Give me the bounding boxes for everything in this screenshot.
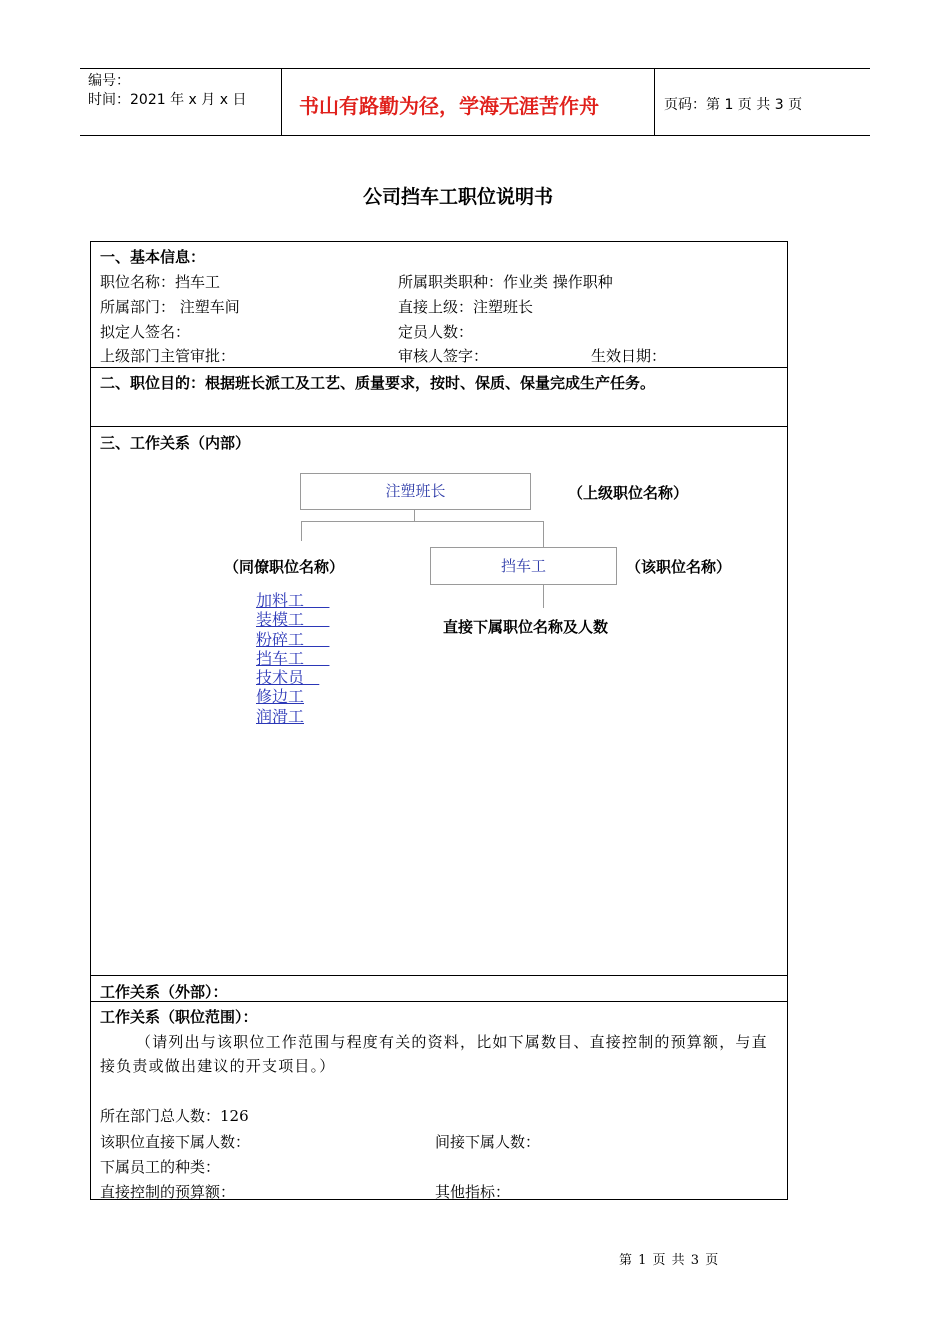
job-purpose: 二、职位目的：根据班长派工及工艺、质量要求，按时、保质、保量完成生产任务。 bbox=[100, 374, 656, 392]
header-page-info: 页码：第 1 页 共 3 页 bbox=[664, 97, 803, 113]
dept-approval: 上级部门主管审批： bbox=[100, 347, 236, 365]
section-divider bbox=[90, 975, 788, 976]
headcount: 定员人数： bbox=[398, 323, 474, 341]
org-connector bbox=[301, 521, 544, 522]
internal-relations-heading: 三、工作关系（内部） bbox=[100, 434, 251, 452]
document-title: 公司挡车工职位说明书 bbox=[363, 186, 554, 208]
peer-item[interactable]: 修边工 bbox=[256, 687, 305, 707]
header-top-rule bbox=[80, 68, 870, 69]
scope-instruction-line1: （请列出与该职位工作范围与程度有关的资料，比如下属数目、直接控制的预算额，与直 bbox=[136, 1033, 768, 1051]
peer-note: （同僚职位名称） bbox=[224, 558, 345, 576]
section-divider bbox=[90, 426, 788, 427]
org-connector bbox=[301, 521, 302, 541]
job-name: 职位名称：挡车工 bbox=[100, 273, 221, 291]
peer-list bbox=[256, 591, 329, 726]
report-types: 下属员工的种类： bbox=[100, 1158, 221, 1176]
peer-item[interactable]: 润滑工 bbox=[256, 706, 305, 726]
self-position-label: 挡车工 bbox=[500, 557, 546, 575]
peer-item[interactable]: 挡车工 bbox=[256, 648, 305, 668]
job-family: 所属职类职种：作业类 操作职种 bbox=[398, 273, 613, 291]
header-divider-right bbox=[654, 68, 655, 136]
self-note: （该职位名称） bbox=[626, 558, 732, 576]
superior-position-box bbox=[300, 473, 531, 510]
budget: 直接控制的预算额： bbox=[100, 1183, 236, 1201]
peer-item[interactable]: 粉碎工 bbox=[256, 629, 305, 649]
direct-reports: 该职位直接下属人数： bbox=[100, 1133, 251, 1151]
section-divider bbox=[90, 367, 788, 368]
department: 所属部门： 注塑车间 bbox=[100, 298, 240, 316]
drafter-signature: 拟定人签名： bbox=[100, 323, 191, 341]
basic-info-heading: 一、基本信息： bbox=[100, 248, 206, 266]
peer-item[interactable]: 装模工 bbox=[256, 610, 305, 630]
other-metrics: 其他指标： bbox=[435, 1183, 511, 1201]
self-position-box bbox=[430, 547, 617, 585]
scope-heading: 工作关系（职位范围）： bbox=[100, 1008, 258, 1026]
external-relations-heading: 工作关系（外部）： bbox=[100, 983, 228, 1001]
org-connector bbox=[543, 521, 544, 547]
dept-total-headcount: 所在部门总人数：126 bbox=[100, 1107, 249, 1125]
effective-date: 生效日期： bbox=[591, 347, 667, 365]
superior-note: （上级职位名称） bbox=[568, 484, 689, 502]
indirect-reports: 间接下属人数： bbox=[435, 1133, 541, 1151]
header-slogan: 书山有路勤为径，学海无涯苦作舟 bbox=[299, 94, 599, 118]
superior-position-label: 注塑班长 bbox=[385, 482, 446, 500]
page-footer: 第 1 页 共 3 页 bbox=[619, 1253, 720, 1268]
peer-item[interactable]: 技术员 bbox=[256, 668, 305, 688]
org-connector bbox=[543, 584, 544, 608]
reviewer-signature: 审核人签字： bbox=[398, 347, 489, 365]
peer-item[interactable]: 加料工 bbox=[256, 591, 305, 610]
scope-instruction-line2: 接负责或做出建议的开支项目。） bbox=[100, 1057, 336, 1075]
header-number: 编号： bbox=[88, 73, 130, 89]
subordinate-note: 直接下属职位名称及人数 bbox=[443, 618, 609, 636]
header-bottom-rule bbox=[80, 135, 870, 136]
header-time: 时间：2021 年 x 月 x 日 bbox=[88, 92, 247, 108]
header-divider-left bbox=[281, 68, 282, 136]
direct-supervisor: 直接上级：注塑班长 bbox=[398, 298, 534, 316]
